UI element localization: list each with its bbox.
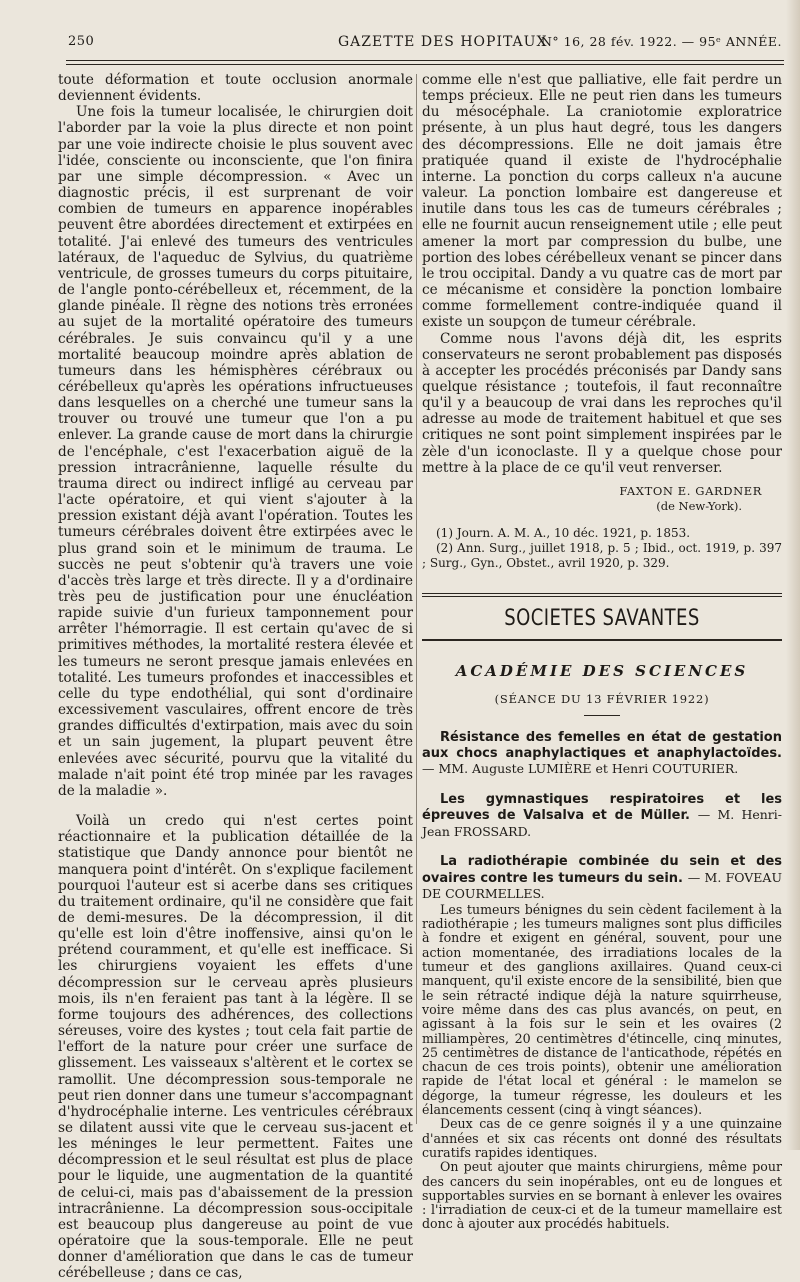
article-title	[422, 854, 782, 903]
section-rule	[422, 596, 782, 597]
session-date: (SÉANCE DU 13 FÉVRIER 1922)	[494, 692, 710, 707]
paragraph: Les tumeurs bénignes du sein cèdent facilement à la radiothérapie ; les tumeurs malignes sont plus difficiles à fondre et exigent en général, souvent, pour une action momentanée, des irradiations locales de la tumeur et des ganglions axillaires. Quand ceux-ci manquent, qu'il existe encore de la sensibilité, bien que le sein rétracté indique déjà la nature squirrheuse, voire même dans des cas plus avancés, on peut, en agissant à la fois sur le sein et les ovaires (2 milliampères, 20 centimètres d'étincelle, cinq minutes, 25 centimètres de distance de l'anticathode, répétés en chacun de ces trois points), obtenir une amélioration rapide de l'état local et général : le mamelon se dégorge, la tumeur régresse, les douleurs et les élancements cessent (cinq à vingt séances).	[422, 901, 782, 1118]
paragraph: comme elle n'est que palliative, elle fait perdre un temps précieux. Elle ne peut rien dans les tumeurs du mésocéphale. La craniotomie exploratrice présente, à un plus haut degré, tous les dangers des décompressions. Elle ne doit jamais être pratiquée quand il existe de l'hydrocéphalie interne. La ponction du corps calleux n'a aucune valeur. La ponction lombaire est dangereuse et inutile dans tous les cas de tumeurs cérébrales ; elle ne fournit aucun renseignement utile ; elle peut amener la mort par compression du bulbe, une portion des lobes cérébelleux venant se pincer dans le trou occipital. Dandy a vu quatre cas de mort par ce mécanisme et considère la ponction lombaire comme formellement contre-indiquée quand il existe un soupçon de tumeur cérébrale.	[422, 72, 782, 331]
article-title	[422, 792, 782, 841]
issue-info: N° 16, 28 fév. 1922. — 95ᵉ ANNÉE.	[540, 34, 782, 49]
article-title-text: La radiothérapie combinée du sein et des ovaires contre les tumeurs du sein.	[422, 854, 782, 886]
article-body	[422, 903, 782, 1232]
paragraph: Comme nous l'avons déjà dit, les esprits conservateurs ne seront probablement pas disposés à accepter les procédés préconisés par Dandy sans quelque résistance ; toutefois, il faut reconnaître qu'il y a beaucoup de vrai dans les reproches qu'il adresse au mode de traitement habituel et que ses critiques ne sont point simplement inspirées par le zèle d'un iconoclaste. Il y a quelque chose pour mettre à la place de ce qu'il veut renverser.	[422, 330, 782, 476]
short-rule	[584, 715, 620, 716]
academy-heading: ACADÉMIE DES SCIENCES	[455, 662, 749, 681]
column-divider	[416, 74, 417, 1124]
signature	[422, 484, 762, 514]
page-edge-shadow	[786, 0, 800, 1150]
article-authors: — MM. Auguste LUMIÈRE et Henri COUTURIER.	[422, 761, 739, 777]
header-rule-double	[66, 64, 784, 65]
footnote: (1) Journ. A. M. A., 10 déc. 1921, p. 1853.	[436, 525, 691, 540]
paragraph: Une fois la tumeur localisée, le chirurgien doit l'aborder par la voie la plus directe et non point par une voie indirecte choisie le plus souvent avec l'idée, consciente ou inconsciente, que l'on finira par une simple décompression. « Avec un diagnostic précis, il est surprenant de voir combien de tumeurs en apparence inopérables peuvent être abordées directement et extirpées en totalité. J'ai enlevé des tumeurs des ventricules latéraux, de l'aqueduc de Sylvius, du quatrième ventricule, de grosses tumeurs du corps pituitaire, de l'angle ponto-cérébelleux et, récemment, de la glande pinéale. Il règne des notions très erronées au sujet de la mortalité opératoire des tumeurs cérébrales. Je suis convaincu qu'il y a une mortalité beaucoup moindre après ablation de tumeurs dans les hémisphères cérébraux ou cérébelleux qu'après les opérations infructueuses dans lesquelles on a cherché une tumeur sans la trouver ou trouvé une tumeur que l'on a pu enlever. La grande cause de mort dans la chirurgie de l'encéphale, c'est l'exacerbation aiguë de la pression intracrânienne, laquelle résulte du trauma direct ou indirect infligé au cerveau par l'acte opératoire, et qui vient s'ajouter à la pression existant déjà avant l'opération. Toutes les tumeurs cérébrales doivent être extirpées avec le plus grand soin et le minimum de trauma. Le succès ne peut s'obtenir qu'à travers une voie d'accès très large et très directe. Il y a d'ordinaire très peu de justification pour une énucléation rapide suivie d'un furieux tamponnement pour arrêter l'hémorragie. Il est certain qu'avec de si primitives méthodes, la mortalité restera élevée et les tumeurs ne seront presque jamais enlevées en totalité. Les tumeurs profondes et inaccessibles et celle du type endothélial, qui sont d'ordinaire excessivement vasculaires, offrent encore de très grandes difficultés d'extirpation, mais avec du soin et un sain jugement, la plupart peuvent être enlevées avec sécurité, pourvu que la vitalité du malade n'ait point été trop minée par les ravages de la maladie ».	[58, 104, 413, 799]
running-header	[68, 32, 782, 54]
section-rule	[422, 639, 782, 641]
author-name: FAXTON E. GARDNER	[619, 483, 762, 498]
footnote: (2) Ann. Surg., juillet 1918, p. 5 ; Ibid., oct. 1919, p. 397 ; Surg., Gyn., Obstet., avril 1920, p. 329.	[422, 540, 782, 570]
footnotes	[422, 526, 782, 571]
article-authors: — M. Henri-Jean FROSSARD.	[422, 807, 783, 839]
article-title-text: Les gymnastiques respiratoires et les épreuves de Valsalva et de Müller.	[422, 791, 782, 824]
journal-title: GAZETTE DES HOPITAUX	[338, 34, 548, 50]
section-title: SOCIETES SAVANTES	[504, 605, 700, 631]
paragraph: Deux cas de ce genre soignés il y a une quinzaine d'années et six cas récents ont donné des résultats curatifs rapides identiques.	[422, 1116, 782, 1160]
header-rule	[66, 60, 784, 61]
author-affiliation: (de New-York).	[656, 498, 742, 513]
page-number: 250	[68, 34, 95, 49]
article-title-text: Résistance des femelles en état de gestation aux chocs anaphylactiques et anaphylactoïdes.	[422, 730, 782, 761]
article-authors: — M. FOVEAU DE COURMELLES.	[422, 869, 782, 902]
left-column	[58, 72, 413, 1282]
article-title	[422, 730, 782, 778]
right-column	[422, 72, 782, 1232]
section-rule	[422, 593, 782, 594]
paragraph: On peut ajouter que maints chirurgiens, même pour des cancers du sein inopérables, ont eu de longues et supportables survies en se bornant à enlever les ovaires : l'irradiation de ceux-ci et de la tumeur mamellaire est donc à ajouter aux procédés habituels.	[422, 1159, 782, 1232]
paragraph: Voilà un credo qui n'est certes point réactionnaire et la publication détaillée de la statistique que Dandy annonce pour bientôt ne manquera point d'intérêt. On s'explique facilement pourquoi l'auteur est si acerbe dans ses critiques du traitement ordinaire, qu'il ne considère que fait de demi-mesures. De la décompression, il dit qu'elle est loin d'être inoffensive, ainsi qu'on le prétend couramment, et qu'elle est inefficace. Si les chirurgiens voyaient les effets d'une décompression sur le cerveau après plusieurs mois, ils n'en feraient pas tant à la légère. Il se forme toujours des adhérences, des collections séreuses, voire des kystes ; tout cela fait partie de l'effort de la nature pour créer une surface de glissement. Les vaisseaux s'altèrent et le cortex se ramollit. Une décompression sous-temporale ne peut rien donner dans une tumeur s'accompagnant d'hydrocéphalie interne. Les ventricules cérébraux se dilatent aussi vite que le cerveau sus-jacent et les méninges le leur permettent. Faites une décompression et le seul résultat est plus de place pour le liquide, une augmentation de la quantité de celui-ci, mais pas d'abaissement de la pression intracrânienne. La décompression sous-occipitale est beaucoup plus dangereuse au point de vue opératoire que la sous-temporale. Elle ne peut donner d'amélioration que dans le cas de tumeur cérébelleuse ; dans ce cas,	[58, 813, 413, 1282]
paragraph: toute déformation et toute occlusion anormale deviennent évidents.	[58, 72, 413, 105]
